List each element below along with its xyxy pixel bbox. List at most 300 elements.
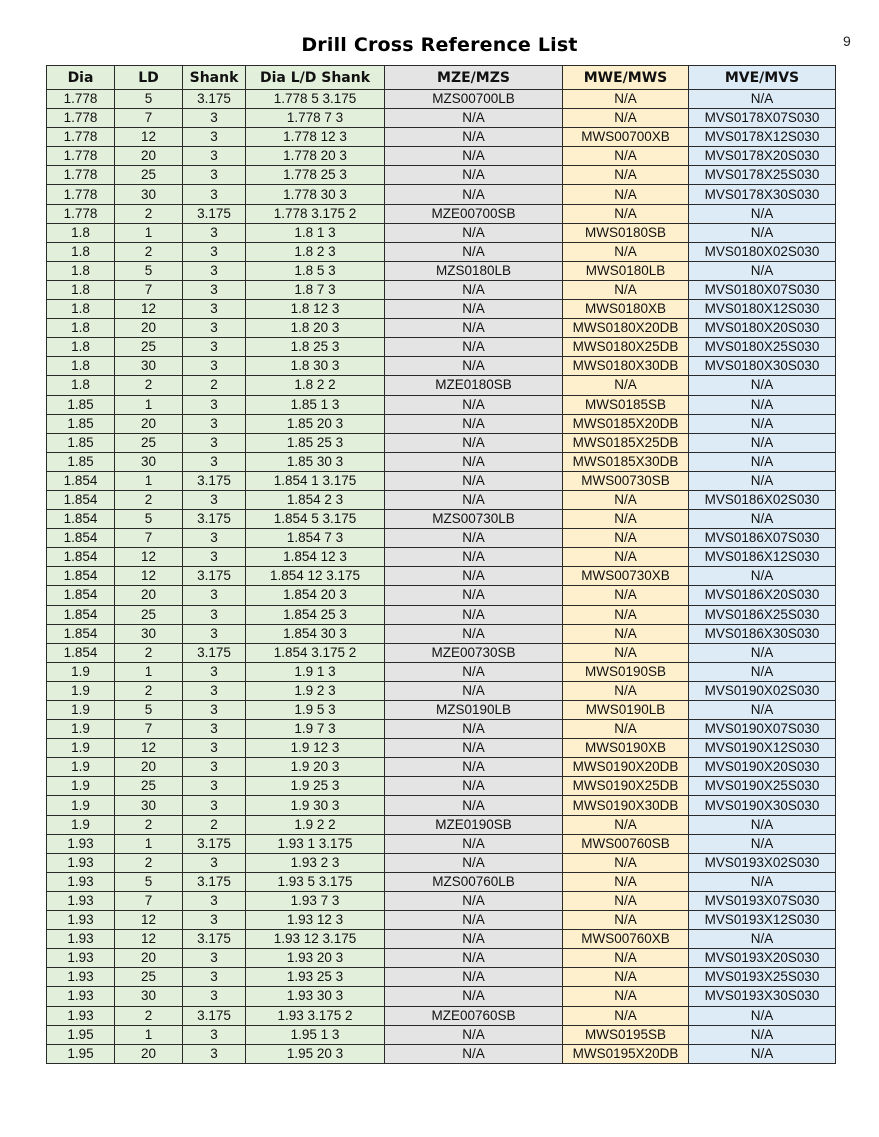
cell-dia: 1.778 [47,166,115,185]
table-row [47,357,836,376]
cell-shank: 3 [183,395,246,414]
cell-shank: 3 [183,853,246,872]
cell-mwe-mws: MWS0190XB [563,739,689,758]
cell-mze-mzs: N/A [385,834,563,853]
cell-mve-mvs: N/A [689,433,836,452]
cell-mze-mzs: N/A [385,567,563,586]
cell-dia: 1.9 [47,815,115,834]
table-row [47,166,836,185]
cell-ld: 1 [115,471,183,490]
cell-dia: 1.8 [47,300,115,319]
cell-dia: 1.93 [47,891,115,910]
header-mve-mvs: MVE/MVS [689,66,836,90]
cell-ld: 5 [115,872,183,891]
cell-ld: 25 [115,968,183,987]
cell-dia: 1.854 [47,567,115,586]
cell-dia: 1.93 [47,853,115,872]
cell-mze-mzs: N/A [385,128,563,147]
cell-mve-mvs: MVS0193X12S030 [689,911,836,930]
cell-shank: 3.175 [183,872,246,891]
cell-dia-ld-shank: 1.93 1 3.175 [246,834,385,853]
cell-mze-mzs: MZE00700SB [385,204,563,223]
cell-dia-ld-shank: 1.854 5 3.175 [246,510,385,529]
cell-shank: 3 [183,319,246,338]
table-row [47,930,836,949]
cell-ld: 12 [115,930,183,949]
cell-mve-mvs: MVS0193X20S030 [689,949,836,968]
table-row [47,681,836,700]
table-row [47,949,836,968]
cell-dia-ld-shank: 1.85 30 3 [246,452,385,471]
cell-mve-mvs: MVS0178X30S030 [689,185,836,204]
cell-shank: 3 [183,911,246,930]
table-row [47,529,836,548]
cell-mze-mzs: N/A [385,624,563,643]
cell-mze-mzs: N/A [385,1025,563,1044]
cell-mve-mvs: MVS0190X30S030 [689,796,836,815]
cell-mve-mvs: MVS0178X07S030 [689,109,836,128]
cell-ld: 2 [115,815,183,834]
table-row [47,548,836,567]
cell-mve-mvs: MVS0193X30S030 [689,987,836,1006]
cell-mve-mvs: MVS0186X02S030 [689,490,836,509]
cell-shank: 3 [183,949,246,968]
table-row [47,567,836,586]
cell-mwe-mws: MWS00760XB [563,930,689,949]
cell-dia: 1.85 [47,433,115,452]
cell-mwe-mws: N/A [563,987,689,1006]
cell-ld: 2 [115,204,183,223]
cell-dia: 1.8 [47,338,115,357]
cell-dia-ld-shank: 1.9 30 3 [246,796,385,815]
cell-mze-mzs: N/A [385,758,563,777]
cell-ld: 12 [115,300,183,319]
cell-mwe-mws: N/A [563,510,689,529]
cell-mze-mzs: N/A [385,166,563,185]
cell-shank: 3 [183,739,246,758]
cell-dia-ld-shank: 1.85 1 3 [246,395,385,414]
cell-shank: 3.175 [183,1006,246,1025]
cell-dia-ld-shank: 1.854 30 3 [246,624,385,643]
cell-mze-mzs: N/A [385,109,563,128]
cell-ld: 1 [115,834,183,853]
table-row [47,987,836,1006]
table-row [47,471,836,490]
cell-shank: 3 [183,586,246,605]
cell-dia-ld-shank: 1.9 25 3 [246,777,385,796]
cell-ld: 1 [115,223,183,242]
cell-shank: 3 [183,280,246,299]
cell-mve-mvs: N/A [689,452,836,471]
cell-mze-mzs: N/A [385,452,563,471]
cell-shank: 3 [183,529,246,548]
cell-mze-mzs: N/A [385,185,563,204]
cell-shank: 3 [183,987,246,1006]
cell-ld: 1 [115,395,183,414]
cell-ld: 2 [115,490,183,509]
cell-dia: 1.93 [47,968,115,987]
header-dia: Dia [47,66,115,90]
cell-dia-ld-shank: 1.85 20 3 [246,414,385,433]
cell-mwe-mws: MWS0185X20DB [563,414,689,433]
cell-mve-mvs: N/A [689,90,836,109]
cell-dia: 1.93 [47,930,115,949]
cell-mve-mvs: N/A [689,510,836,529]
cell-dia: 1.93 [47,987,115,1006]
table-row [47,739,836,758]
cell-shank: 3.175 [183,834,246,853]
cell-mze-mzs: MZS00700LB [385,90,563,109]
cell-mwe-mws: MWS0180X30DB [563,357,689,376]
cell-ld: 30 [115,796,183,815]
cell-mwe-mws: MWS0190X20DB [563,758,689,777]
cell-dia: 1.8 [47,261,115,280]
cell-mze-mzs: N/A [385,720,563,739]
table-row [47,300,836,319]
cell-dia-ld-shank: 1.9 12 3 [246,739,385,758]
cell-shank: 3 [183,338,246,357]
cell-mze-mzs: N/A [385,490,563,509]
cell-shank: 3 [183,185,246,204]
table-row [47,261,836,280]
table-row [47,643,836,662]
cell-dia: 1.85 [47,452,115,471]
cell-dia: 1.9 [47,796,115,815]
cell-shank: 3 [183,300,246,319]
cell-mve-mvs: N/A [689,223,836,242]
page-number: 9 [843,33,851,49]
cell-dia: 1.8 [47,357,115,376]
table-row [47,280,836,299]
cell-shank: 3 [183,128,246,147]
cell-mve-mvs: N/A [689,1025,836,1044]
cell-mve-mvs: MVS0193X25S030 [689,968,836,987]
cell-mwe-mws: MWS0195SB [563,1025,689,1044]
cell-shank: 3 [183,891,246,910]
header-ld: LD [115,66,183,90]
cell-mze-mzs: N/A [385,319,563,338]
table-row [47,490,836,509]
cell-ld: 7 [115,891,183,910]
cell-shank: 3 [183,681,246,700]
cell-mve-mvs: MVS0190X07S030 [689,720,836,739]
cell-mwe-mws: MWS0180SB [563,223,689,242]
cell-mwe-mws: N/A [563,853,689,872]
table-row [47,758,836,777]
cell-mze-mzs: N/A [385,280,563,299]
cell-ld: 20 [115,414,183,433]
cell-mze-mzs: N/A [385,968,563,987]
cell-mve-mvs: N/A [689,643,836,662]
page-title: Drill Cross Reference List [301,34,578,56]
cell-ld: 7 [115,280,183,299]
table-row [47,395,836,414]
cell-mze-mzs: MZE0190SB [385,815,563,834]
table-row [47,605,836,624]
cell-mwe-mws: N/A [563,681,689,700]
cell-dia-ld-shank: 1.93 12 3 [246,911,385,930]
cell-mze-mzs: N/A [385,395,563,414]
cell-dia-ld-shank: 1.778 30 3 [246,185,385,204]
cell-mve-mvs: N/A [689,204,836,223]
cell-mwe-mws: N/A [563,185,689,204]
cell-mze-mzs: MZE0180SB [385,376,563,395]
cell-dia: 1.9 [47,720,115,739]
cell-mwe-mws: MWS0190LB [563,701,689,720]
cell-shank: 3 [183,452,246,471]
cell-shank: 3.175 [183,204,246,223]
cell-mze-mzs: MZS00730LB [385,510,563,529]
table-row [47,968,836,987]
cell-mze-mzs: MZE00760SB [385,1006,563,1025]
cell-mve-mvs: N/A [689,872,836,891]
cell-dia: 1.778 [47,185,115,204]
table-row [47,414,836,433]
cell-dia: 1.93 [47,1006,115,1025]
cell-ld: 12 [115,739,183,758]
cell-shank: 3 [183,758,246,777]
header-mze-mzs: MZE/MZS [385,66,563,90]
cell-ld: 25 [115,166,183,185]
cell-ld: 1 [115,662,183,681]
cell-mwe-mws: N/A [563,586,689,605]
cell-ld: 2 [115,853,183,872]
cell-mwe-mws: MWS0185X30DB [563,452,689,471]
table-row [47,624,836,643]
cell-mwe-mws: MWS0195X20DB [563,1044,689,1063]
cell-shank: 3.175 [183,471,246,490]
cell-shank: 3 [183,796,246,815]
cell-shank: 3 [183,261,246,280]
cell-mze-mzs: N/A [385,1044,563,1063]
cell-dia-ld-shank: 1.93 30 3 [246,987,385,1006]
cell-mwe-mws: N/A [563,720,689,739]
drill-cross-reference-table [46,65,836,1064]
cell-mze-mzs: N/A [385,605,563,624]
cell-ld: 20 [115,147,183,166]
table-row [47,586,836,605]
cell-dia-ld-shank: 1.93 3.175 2 [246,1006,385,1025]
table-row [47,204,836,223]
cell-dia: 1.9 [47,681,115,700]
cell-ld: 25 [115,338,183,357]
cell-mze-mzs: N/A [385,338,563,357]
cell-dia-ld-shank: 1.8 20 3 [246,319,385,338]
cell-dia-ld-shank: 1.854 2 3 [246,490,385,509]
cell-mve-mvs: MVS0178X12S030 [689,128,836,147]
cell-mwe-mws: MWS0185X25DB [563,433,689,452]
cell-ld: 12 [115,911,183,930]
cell-ld: 2 [115,376,183,395]
cell-dia-ld-shank: 1.93 12 3.175 [246,930,385,949]
cell-dia-ld-shank: 1.854 20 3 [246,586,385,605]
cell-dia-ld-shank: 1.854 25 3 [246,605,385,624]
cell-shank: 3.175 [183,567,246,586]
cell-mve-mvs: MVS0190X02S030 [689,681,836,700]
table-row [47,911,836,930]
table-body [47,90,836,1064]
header-shank: Shank [183,66,246,90]
cell-mwe-mws: MWS0180X20DB [563,319,689,338]
cell-shank: 3 [183,433,246,452]
table-row [47,223,836,242]
table-row [47,796,836,815]
cell-shank: 2 [183,376,246,395]
cell-mze-mzs: N/A [385,853,563,872]
cell-dia: 1.778 [47,109,115,128]
cell-dia: 1.9 [47,662,115,681]
cell-shank: 3.175 [183,90,246,109]
cell-ld: 1 [115,1025,183,1044]
table-row [47,1006,836,1025]
cell-dia: 1.8 [47,242,115,261]
cell-dia-ld-shank: 1.778 3.175 2 [246,204,385,223]
table-row [47,701,836,720]
cell-dia-ld-shank: 1.9 20 3 [246,758,385,777]
table-row [47,128,836,147]
cell-mze-mzs: N/A [385,357,563,376]
cell-dia: 1.854 [47,586,115,605]
cell-ld: 30 [115,452,183,471]
cell-mve-mvs: MVS0186X25S030 [689,605,836,624]
cell-dia-ld-shank: 1.854 12 3 [246,548,385,567]
cell-ld: 20 [115,949,183,968]
cell-dia: 1.778 [47,128,115,147]
cell-mze-mzs: MZS00760LB [385,872,563,891]
cell-dia: 1.9 [47,701,115,720]
cell-mwe-mws: N/A [563,529,689,548]
cell-mwe-mws: N/A [563,548,689,567]
table-row [47,891,836,910]
cell-mve-mvs: MVS0193X02S030 [689,853,836,872]
cell-mwe-mws: MWS00730XB [563,567,689,586]
cell-mze-mzs: N/A [385,930,563,949]
table-row [47,376,836,395]
cell-mwe-mws: N/A [563,280,689,299]
cell-dia-ld-shank: 1.8 7 3 [246,280,385,299]
cell-shank: 3 [183,1044,246,1063]
cell-mwe-mws: MWS0190SB [563,662,689,681]
cell-mze-mzs: N/A [385,949,563,968]
table-row [47,815,836,834]
cell-ld: 20 [115,319,183,338]
cell-dia: 1.93 [47,911,115,930]
cell-mwe-mws: MWS0190X25DB [563,777,689,796]
cell-dia: 1.8 [47,376,115,395]
cell-mze-mzs: N/A [385,796,563,815]
cell-dia: 1.9 [47,758,115,777]
cell-mve-mvs: MVS0180X12S030 [689,300,836,319]
cell-ld: 25 [115,433,183,452]
table-row [47,109,836,128]
table-row [47,777,836,796]
table-row [47,242,836,261]
cell-mze-mzs: N/A [385,891,563,910]
cell-shank: 3 [183,490,246,509]
cell-dia-ld-shank: 1.778 20 3 [246,147,385,166]
cell-mwe-mws: N/A [563,891,689,910]
cell-dia-ld-shank: 1.93 20 3 [246,949,385,968]
cell-shank: 3 [183,777,246,796]
cell-dia-ld-shank: 1.8 25 3 [246,338,385,357]
cell-mze-mzs: N/A [385,223,563,242]
cell-dia: 1.8 [47,223,115,242]
cell-dia-ld-shank: 1.854 3.175 2 [246,643,385,662]
cell-mwe-mws: N/A [563,109,689,128]
cell-mve-mvs: MVS0186X30S030 [689,624,836,643]
cell-mve-mvs: N/A [689,567,836,586]
cell-mve-mvs: N/A [689,1006,836,1025]
cell-dia-ld-shank: 1.9 2 3 [246,681,385,700]
cell-shank: 3.175 [183,930,246,949]
table-row [47,319,836,338]
table-row [47,452,836,471]
cell-mwe-mws: N/A [563,949,689,968]
table-row [47,1044,836,1063]
cell-mve-mvs: N/A [689,376,836,395]
cell-mze-mzs: N/A [385,911,563,930]
cell-mwe-mws: MWS0180XB [563,300,689,319]
header-mwe-mws: MWE/MWS [563,66,689,90]
table-row [47,834,836,853]
cell-mve-mvs: N/A [689,261,836,280]
cell-dia-ld-shank: 1.778 5 3.175 [246,90,385,109]
table-row [47,338,836,357]
cell-mze-mzs: N/A [385,662,563,681]
cell-dia-ld-shank: 1.9 5 3 [246,701,385,720]
cell-mwe-mws: N/A [563,1006,689,1025]
cell-dia: 1.93 [47,872,115,891]
cell-mve-mvs: N/A [689,834,836,853]
cell-dia-ld-shank: 1.778 7 3 [246,109,385,128]
cell-mze-mzs: N/A [385,529,563,548]
cell-mwe-mws: N/A [563,147,689,166]
cell-ld: 5 [115,261,183,280]
cell-dia: 1.854 [47,548,115,567]
cell-mve-mvs: N/A [689,395,836,414]
cell-mwe-mws: MWS0190X30DB [563,796,689,815]
cell-shank: 3.175 [183,643,246,662]
cell-mze-mzs: N/A [385,586,563,605]
cell-mve-mvs: MVS0180X20S030 [689,319,836,338]
cell-ld: 30 [115,185,183,204]
cell-ld: 12 [115,567,183,586]
cell-mve-mvs: N/A [689,471,836,490]
cell-mve-mvs: MVS0186X20S030 [689,586,836,605]
cell-mve-mvs: N/A [689,662,836,681]
table-row [47,662,836,681]
cell-dia: 1.854 [47,510,115,529]
cell-mve-mvs: N/A [689,1044,836,1063]
cell-dia: 1.93 [47,834,115,853]
cell-shank: 3 [183,605,246,624]
cell-dia-ld-shank: 1.8 5 3 [246,261,385,280]
cell-dia: 1.8 [47,280,115,299]
cell-ld: 20 [115,1044,183,1063]
cell-mve-mvs: MVS0193X07S030 [689,891,836,910]
cell-mwe-mws: N/A [563,242,689,261]
cell-mwe-mws: N/A [563,643,689,662]
cell-dia: 1.854 [47,529,115,548]
cell-mze-mzs: N/A [385,300,563,319]
cell-dia: 1.93 [47,949,115,968]
cell-ld: 2 [115,1006,183,1025]
cell-ld: 20 [115,758,183,777]
cell-dia-ld-shank: 1.93 25 3 [246,968,385,987]
cell-ld: 25 [115,605,183,624]
cell-dia-ld-shank: 1.9 2 2 [246,815,385,834]
cell-mwe-mws: N/A [563,624,689,643]
